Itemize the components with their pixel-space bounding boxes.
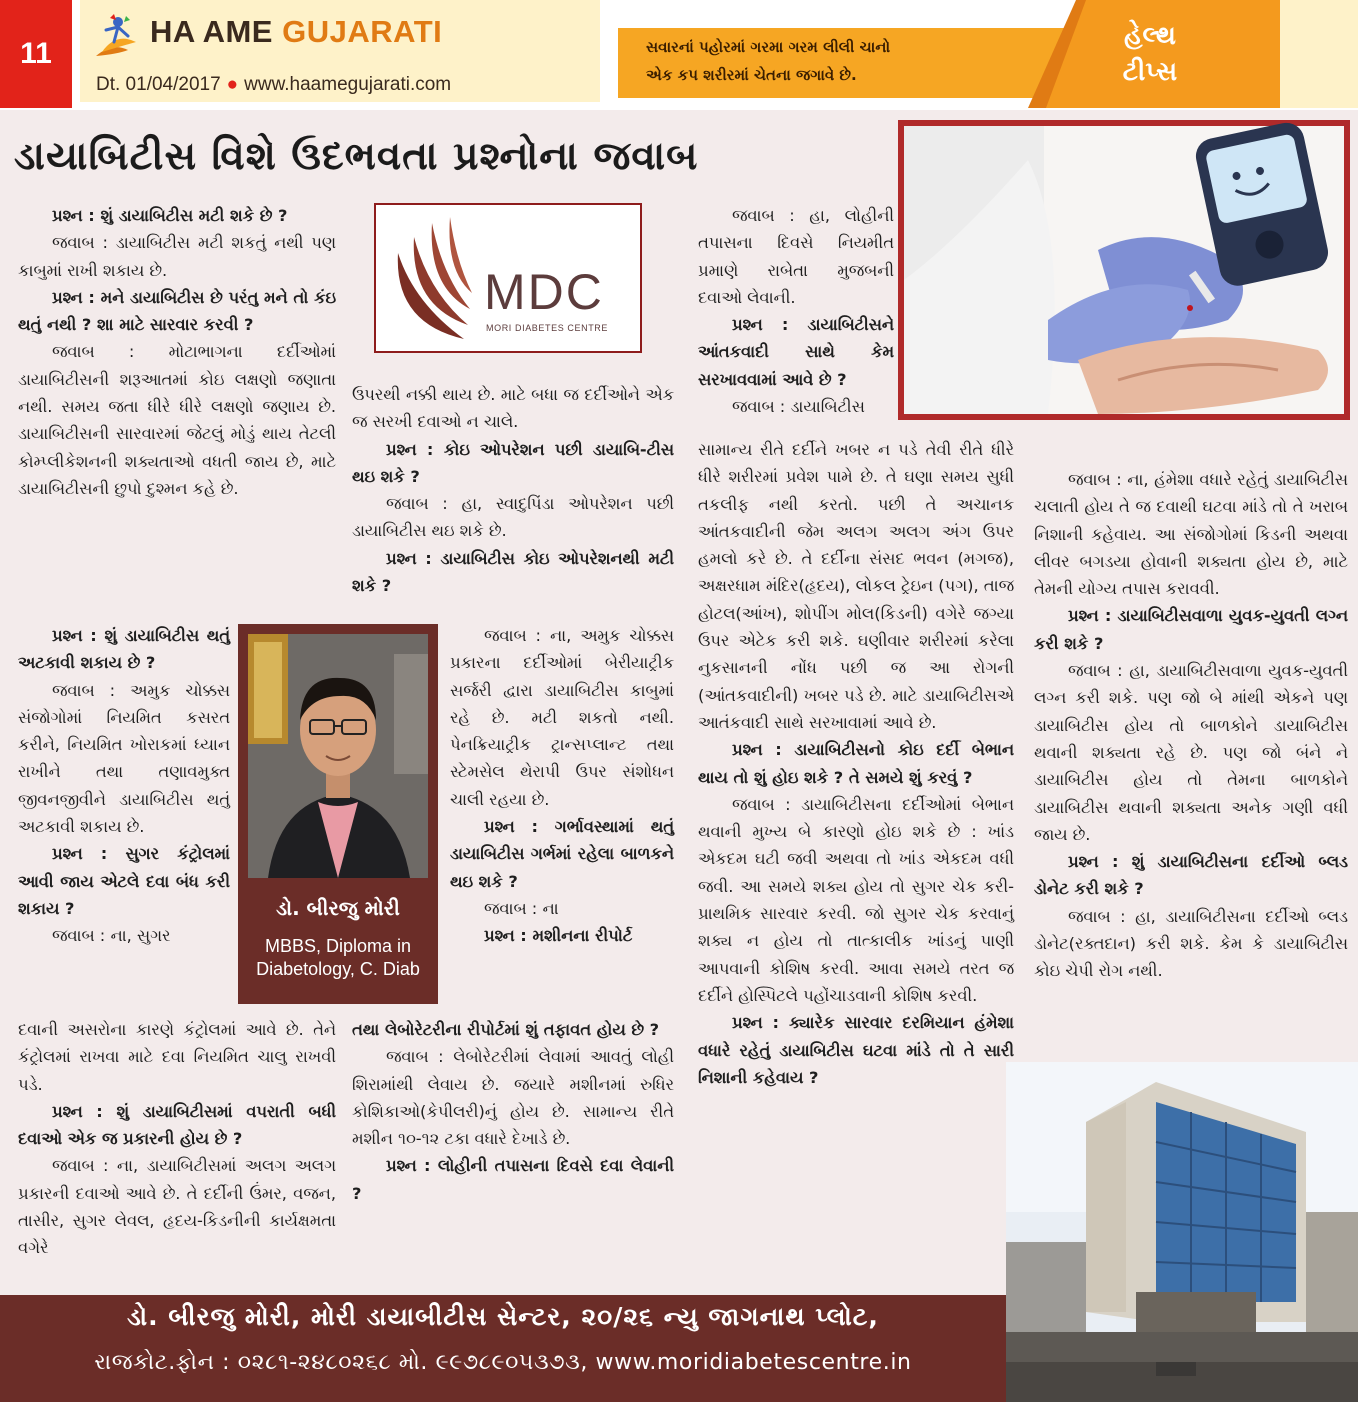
badge-line-2: ટીપ્સ [1122,57,1178,87]
wing-feather-icon [384,213,476,345]
brand-name [150,14,442,50]
answer: જવાબ : ના, હંમેશા વધારે રહેતું ડાયાબિટીસ ચલાતી હોય તે જ દવાથી ઘટવા માંડે તો તે ખરાબ નિશાની કહેવાય. આ સંજોગોમાં કિડની અથવા લીવર બગડયા હોવાની શક્યતા હોય છે, માટે તેમની યોગ્ય તપાસ કરાવવી. [1034,470,1348,599]
answer: જવાબ : ના, ડાયાબિટીસમાં અલગ અલગ પ્રકારની દવાઓ આવે છે. તે દર્દીની ઉંમર, વજન, તાસીર, સુગર લેવલ, હૃદય-કિડનીની કાર્યક્ષમતા વગેરે [18,1156,336,1258]
page-number: 11 [0,0,72,108]
answer: જવાબ : ના, સુગર [52,926,171,946]
doctor-credentials: MBBS, Diploma in Diabetology, C. Diab [256,936,420,979]
tip-line-2: એક કપ શરીરમાં ચેતના જગાવે છે. [646,66,857,84]
issue-date: Dt. 01/04/2017 [96,74,221,95]
brand-name-part1: HA AME [150,14,283,49]
article-column-2-narrow [450,622,674,950]
article-column-1-lower [18,1016,336,1262]
health-tip-text [646,33,1056,89]
answer-continued: ઉપરથી નક્કી થાય છે. માટે બધા જ દર્દીઓને એક જ સરખી દવાઓ ન ચાલે. [352,385,674,432]
page-header [0,0,1358,108]
doctor-photo [248,634,428,878]
doctor-name: ડો. બીરજુ મોરી [276,896,400,920]
question: પ્રશ્ન : ડાયાબિટીસને આંતકવાદી સાથે કેમ સરખાવવામાં આવે છે ? [698,315,894,389]
question: પ્રશ્ન : મને ડાયાબિટીસ છે પરંતુ મને તો કંઇ થતું નથી ? શા માટે સારવાર કરવી ? [18,287,336,335]
hospital-building-illustration [1006,1062,1358,1402]
answer: જવાબ : હા, ડાયાબિટીસના દર્દીઓ બ્લડ ડોનેટ(રક્તદાન) કરી શકે. કેમ કે ડાયાબિટીસ કોઇ ચેપી રોગ નથી. [1034,906,1348,981]
question: પ્રશ્ન : શું ડાયાબિટીસ થતું અટકાવી શકાય છે ? [18,626,230,673]
footer-address-line: ડો. બીરજુ મોરી, મોરી ડાયાબીટીસ સેન્ટર, ૨૦/૨૬ ન્યુ જાગનાથ પ્લોટ, [127,1302,879,1331]
article-column-3-narrow [698,202,894,420]
mdc-logo [374,203,642,353]
question: પ્રશ્ન : શું ડાયાબિટીસના દર્દીઓ બ્લડ ડોનેટ કરી શકે ? [1034,852,1348,899]
article-column-2-lower [352,1016,674,1207]
answer: જવાબ : ડાયાબિટીસના દર્દીઓમાં બેભાન થવાની મુખ્ય બે કારણો હોઇ શકે છે : ખાંડ એકદમ ઘટી જવી અથવા તો ખાંડ એકદમ વધી જવી. આ સમયે શક્ય હોય તો સુગર ચેક કરી-પ્રાથમિક સારવાર કરવી. જો સુગર ચેક કરવાનું શક્ય ન હોય તો તાત્કાલીક ખાંડનું પાણી આપવાની કોશિષ કરવી. આવા સમયે તરત જ દર્દીને હોસ્પિટલે પહોંચાડવાની કોશિષ કરવી. [698,794,1014,1005]
footer-contact-line: રાજકોટ.ફોન : ૦૨૮૧-૨૪૮૦૨૬૮ મો. ૯૯૭૮૯૦૫૩૭૩, www.moridiabetescentre.in [94,1350,912,1375]
article-column-1 [18,202,336,502]
question: પ્રશ્ન : મશીનના રીપોર્ટ [484,926,633,946]
question: પ્રશ્ન : લોહીની તપાસના દિવસે દવા લેવાની ? [352,1156,674,1203]
health-tips-badge-label [1080,18,1220,90]
answer-continued: દવાની અસરોના કારણે કંટ્રોલમાં આવે છે. તેને કંટ્રોલમાં રાખવા માટે દવા નિયમિત ચાલુ રાખવી પડે. [18,1020,336,1094]
answer: જવાબ : હા, લોહીની તપાસના દિવસે નિયમીત પ્રમાણે રાબેતા મુજબની દવાઓ લેવાની. [698,206,894,307]
answer: જવાબ : ના, અમુક ચોક્કસ પ્રકારના દર્દીઓમાં બેરીયાટ્રીક સર્જરી દ્વારા ડાયાબિટીસ કાબુમાં રહે છે. મટી શકતો નથી. પેનક્રિયાટ્રીક ટ્રાન્સપ્લાન્ટ તથા સ્ટેમસેલ થેરાપી ઉપર સંશોધન ચાલી રહયા છે. [450,626,674,809]
answer-continued: સામાન્ય રીતે દર્દીને ખબર ન પડે તેવી રીતે ધીરે ધીરે શરીરમાં પ્રવેશ પામે છે. તે ઘણા સમય સુધી તકલીફ નથી કરતો. પછી તે અચાનક આંતકવાદીની જેમ અલગ અલગ અંગ ઉપર હમલો કરે છે. તે દર્દીના સંસદ ભવન (મગજ), અક્ષરધામ મંદિર(હૃદય), લોકલ ટ્રેઇન (પગ), તાજ હોટલ(આંખ), શોપીંગ મોલ(કિડની) વગેરે જગ્યા ઉપર એટેક કરી શકે. ઘણીવાર શરીરમાં કરેલા નુકસાનની નોંધ પછી જ આ રોગની (આંતકવાદીની) ખબર પડે છે. માટે ડાયાબિટીસએ આતંકવાદી સાથે સરખાવામાં આવે છે. [698,440,1014,732]
answer: જવાબ : ડાયાબિટીસ [732,397,865,417]
mdc-logo-title: MDC [484,264,604,320]
mdc-logo-subtitle: MORI DIABETES CENTRE [486,323,609,333]
website-url[interactable]: www.haamegujarati.com [244,74,452,95]
article-column-3 [698,436,1014,1091]
doctor-portrait [248,634,428,878]
article-column-2 [352,381,674,599]
glucometer-illustration [898,120,1350,420]
question: પ્રશ્ન : ડાયાબિટીસ કોઇ ઓપરેશનથી મટી શકે ? [352,548,674,596]
question: પ્રશ્ન : સુગર કંટ્રોલમાં આવી જાય એટલે દવા બંધ કરી શકાય ? [18,844,230,918]
answer: જવાબ : ના [484,898,559,918]
question: પ્રશ્ન : ડાયાબિટીસવાળા યુવક-યુવતી લગ્ન કરી શકે ? [1034,606,1348,653]
question: પ્રશ્ન : ડાયાબિટીસનો કોઇ દર્દી બેભાન થાય તો શું હોઇ શકે ? તે સમયે શું કરવું ? [698,740,1014,787]
answer: જવાબ : લેબોરેટરીમાં લેવામાં આવતું લોહી શિરામાંથી લેવાય છે. જયારે મશીનમાં રુધિર કોશિકાઓ(કેપીલરી)નું હોય છે. સામાન્ય રીતે મશીન ૧૦-૧૨ ટકા વધારે દેખાડે છે. [352,1047,674,1149]
article-headline: ડાયાબિટીસ વિશે ઉદભવતા પ્રશ્નોના જવાબ [14,134,699,179]
tip-line-1: સવારનાં પહોરમાં ગરમા ગરમ લીલી ચાનો [646,38,891,56]
article-column-1-narrow [18,622,230,950]
header-end-strip [1280,0,1358,108]
article-column-4 [1034,466,1348,985]
question: પ્રશ્ન : કોઇ ઓપરેશન પછી ડાયાબિ-ટીસ થઇ શકે ? [352,439,674,486]
bullet-dot-icon: ● [226,74,239,95]
building-photo [1006,1062,1358,1402]
question-continued: તથા લેબોરેટરીના રીપોર્ટમાં શું તફાવત હોય છે ? [352,1020,660,1039]
answer: જવાબ : હા, ડાયાબિટીસવાળા યુવક-યુવતી લગ્ન કરી શકે. પણ જો બે માંથી એકને પણ ડાયાબિટીસ હોય તો બાળકોને ડાયાબિટીસ થવાની શક્યતા રહે છે. પણ જો બંને ને ડાયાબિટીસ હોય તો તેમના બાળકોને ડાયાબિટીસ થવાની શક્યતા અનેક ગણી વધી જાય છે. [1034,661,1348,844]
answer: જવાબ : મોટાભાગના દર્દીઓમાં ડાયાબિટીસની શરૂઆતમાં કોઇ લક્ષણો જણાતા નથી. સમય જતા ધીરે ધીરે લક્ષણો જણાય છે. ડાયાબિટીસની સારવારમાં જેટલું મોડું થાય તેટલી કોમ્પ્લીકેશનની શક્યતાઓ વધતી જાય છે, માટે ડાયાબિટીસની છુપો દુશ્મન કહે છે. [18,342,336,498]
question: પ્રશ્ન : શું ડાયાબિટીસમાં વપરાતી બધી દવાઓ એક જ પ્રકારની હોય છે ? [18,1101,336,1149]
glucometer-photo [898,120,1350,420]
dancing-figure-logo-icon [92,12,142,58]
date-website-line [96,74,451,96]
answer: જવાબ : ડાયાબિટીસ મટી શકતું નથી પણ કાબુમાં રાખી શકાય છે. [18,233,336,280]
answer: જવાબ : હા, સ્વાદુપિંડા ઓપરેશન પછી ડાયાબિટીસ થઇ શકે છે. [352,494,674,541]
question: પ્રશ્ન : શું ડાયાબિટીસ મટી શકે છે ? [52,206,288,225]
question: પ્રશ્ન : ગર્ભાવસ્થામાં થતું ડાયાબિટીસ ગર્ભમાં રહેલા બાળકને થઇ શકે ? [450,817,674,891]
brand-name-part2: GUJARATI [282,14,443,49]
answer: જવાબ : અમુક ચોક્કસ સંજોગોમાં નિયમિત કસરત કરીને, નિયમિત ખોરાકમાં ધ્યાન રાખીને તથા તણાવમુક્ત જીવનજીવીને ડાયાબિટીસ થતું અટકાવી શકાય છે. [18,680,230,837]
badge-line-1: હેલ્થ [1124,21,1176,51]
question: પ્રશ્ન : ક્યારેક સારવાર દરમિયાન હંમેશા વધારે રહેતું ડાયાબિટીસ ઘટવા માંડે તો તે સારી નિશાની કહેવાય ? [698,1013,1014,1087]
